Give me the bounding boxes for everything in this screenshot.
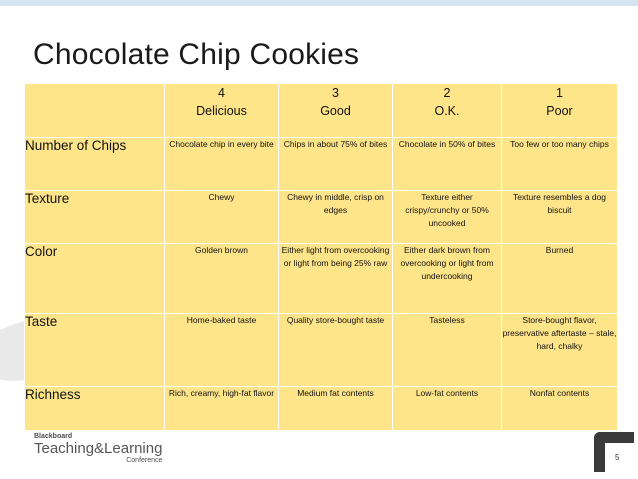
rubric-cell: Burned: [502, 244, 618, 314]
header-score: 1: [556, 86, 563, 100]
rubric-cell: Medium fat contents: [279, 387, 393, 431]
header-row: [25, 84, 618, 138]
row-label: Taste: [25, 314, 165, 387]
rubric-cell: Chips in about 75% of bites: [279, 138, 393, 191]
table-row: [25, 244, 618, 314]
rubric-cell: Too few or too many chips: [502, 138, 618, 191]
rubric-cell: Either dark brown from overcooking or light from undercooking: [393, 244, 502, 314]
table-row: [25, 387, 618, 431]
header-score: 2: [443, 86, 451, 100]
header-label: Good: [320, 104, 351, 118]
rubric-cell: Texture resembles a dog biscuit: [502, 191, 618, 244]
rubric-cell: Chewy: [165, 191, 279, 244]
row-label: Number of Chips: [25, 138, 165, 191]
rubric-cell: Either light from overcooking or light from being 25% raw: [279, 244, 393, 314]
row-label: Richness: [25, 387, 165, 431]
rubric-cell: Low-fat contents: [393, 387, 502, 431]
logo-conference: Conference: [126, 457, 163, 464]
logo-brand: Blackboard: [34, 433, 73, 440]
header-label: O.K.: [434, 104, 460, 118]
rubric-table: [24, 83, 618, 431]
top-accent-bar: [0, 0, 638, 6]
row-label: Color: [25, 244, 165, 314]
rubric-cell: Chewy in middle, crisp on edges: [279, 191, 393, 244]
slide-title: Chocolate Chip Cookies: [33, 38, 360, 71]
header-corner-cell: [25, 84, 165, 138]
table-row: [25, 138, 618, 191]
logo-event: Teaching&Learning: [34, 440, 163, 457]
header-cell: [502, 84, 618, 138]
corner-bracket-graphic: [594, 432, 634, 472]
rubric-cell: Chocolate chip in every bite: [165, 138, 279, 191]
rubric-cell: Golden brown: [165, 244, 279, 314]
rubric-cell: Quality store-bought taste: [279, 314, 393, 387]
header-cell: [393, 84, 502, 138]
header-score: 3: [332, 86, 339, 100]
table-row: [25, 314, 618, 387]
rubric-cell: Nonfat contents: [502, 387, 618, 431]
row-label: Texture: [25, 191, 165, 244]
header-label: Delicious: [196, 104, 247, 118]
header-cell: [279, 84, 393, 138]
table-row: [25, 191, 618, 244]
rubric-cell: Home-baked taste: [165, 314, 279, 387]
rubric-cell: Store-bought flavor, preservative aftertaste – stale, hard, chalky: [502, 314, 618, 387]
page-number: 5: [615, 453, 620, 462]
rubric-cell: Rich, creamy, high-fat flavor: [165, 387, 279, 431]
rubric-cell: Chocolate in 50% of bites: [393, 138, 502, 191]
rubric-cell: Tasteless: [393, 314, 502, 387]
header-label: Poor: [546, 104, 573, 118]
header-score: 4: [218, 86, 225, 100]
rubric-cell: Texture either crispy/crunchy or 50% uncooked: [393, 191, 502, 244]
header-cell: [165, 84, 279, 138]
blackboard-logo: [34, 433, 162, 464]
